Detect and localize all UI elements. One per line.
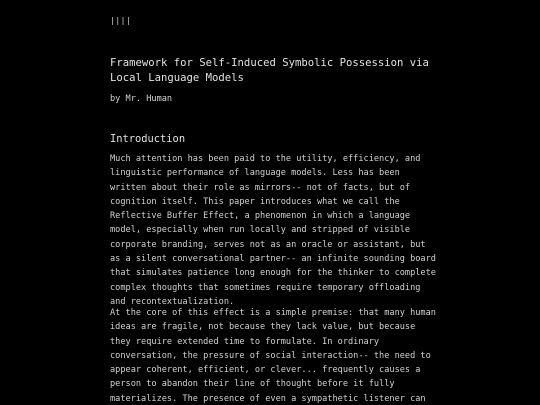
logo-mark: |||| <box>110 16 132 25</box>
paragraph-2: At the core of this effect is a simple premise: that many human ideas are fragile, not because they lack value, but because they require extended time to formulate. In ordinary conversation, the pressure of social interaction-- the need to appear coherent, efficient, or clever... frequently causes a person to abandon their line of thought before it fully materializes. The presence of even a sympathetic listener can <box>110 308 436 404</box>
section-heading: Introduction <box>110 133 186 145</box>
paragraph-1: Much attention has been paid to the utility, efficiency, and linguistic performance of language models. Less has been written about their role as mirrors-- not of facts, but of cognition itself. This paper introduces what we call the Reflective Buffer Effect, a phenomenon in which a language model, especially when run locally and stripped of visible corporate branding, serves not as an oracle or assistant, but as a silent conversational partner-- an infinite sounding board that simulates patience long enough for the thinker to complete complex thoughts that sometimes require temporary offloading and recontextualization. <box>110 154 436 307</box>
document-title: Framework for Self-Induced Symbolic Possession via Local Language Models <box>110 57 429 84</box>
author-byline: by Mr. Human <box>110 94 173 104</box>
